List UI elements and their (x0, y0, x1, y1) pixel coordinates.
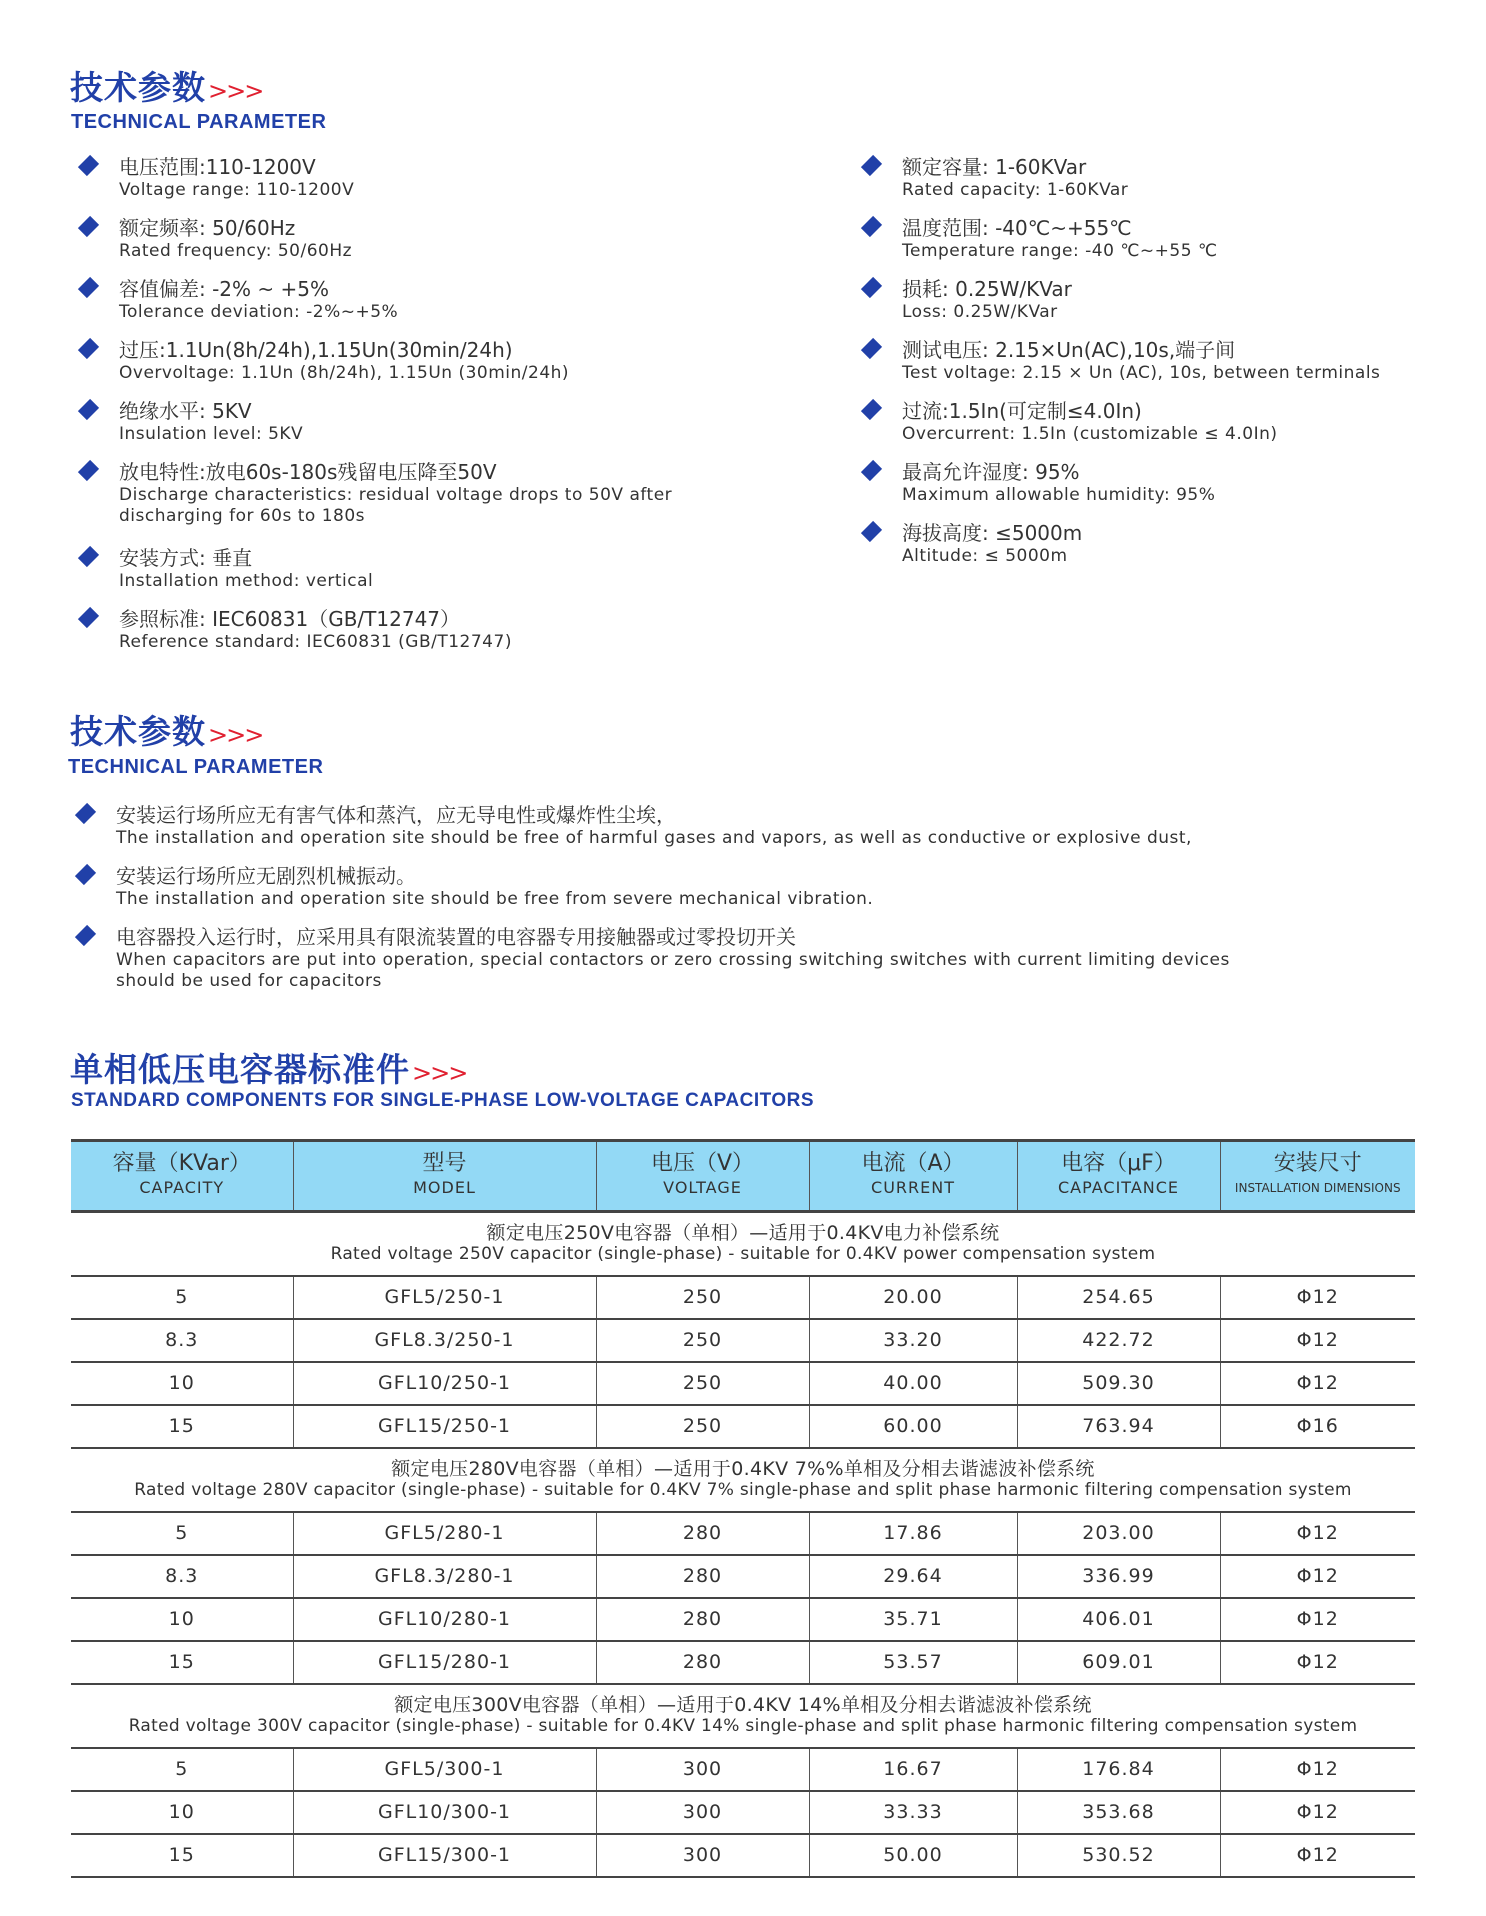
diamond-bullet-icon (861, 155, 882, 176)
title-text: 技术参数 (70, 712, 206, 751)
table-cell: 300 (596, 1748, 809, 1791)
table-cell: Φ12 (1220, 1834, 1415, 1877)
table-cell: 10 (71, 1598, 293, 1641)
param-item (902, 398, 1277, 445)
table-cell: Φ12 (1220, 1641, 1415, 1684)
table-row (71, 1748, 1415, 1791)
table-cell: 20.00 (809, 1276, 1017, 1319)
param-item (902, 520, 1082, 567)
table-cell: 609.01 (1017, 1641, 1220, 1684)
table-row (71, 1641, 1415, 1684)
param-item (902, 276, 1072, 323)
column-header (596, 1141, 809, 1212)
section-title-technical-parameter-2 (70, 706, 262, 753)
param-label-zh: 过流:1.5In(可定制≤4.0In) (902, 399, 1142, 423)
group-title (71, 1448, 1415, 1512)
param-label-zh: 额定容量: 1-60KVar (902, 155, 1087, 179)
title-text: 单相低压电容器标准件 (70, 1050, 410, 1089)
table-cell: 280 (596, 1512, 809, 1555)
table-cell: Φ12 (1220, 1748, 1415, 1791)
table-cell: 17.86 (809, 1512, 1017, 1555)
table-cell: 8.3 (71, 1319, 293, 1362)
arrows-icon: >>> (412, 1059, 467, 1087)
table-cell: Φ16 (1220, 1405, 1415, 1448)
diamond-bullet-icon (78, 277, 99, 298)
table-cell: Φ12 (1220, 1319, 1415, 1362)
param-label-en: Overvoltage: 1.1Un (8h/24h), 1.15Un (30min/24h) (119, 363, 570, 383)
param-label-en: Reference standard: IEC60831 (GB/T12747) (119, 632, 512, 652)
diamond-bullet-icon (861, 399, 882, 420)
column-header-zh: 安装尺寸 (1273, 1151, 1362, 1176)
param-item (116, 802, 1192, 849)
capacitor-spec-table (71, 1139, 1415, 1878)
group-title-en: Rated voltage 250V capacitor (single-phase) - suitable for 0.4KV power compensation system (330, 1243, 1156, 1264)
diamond-bullet-icon (861, 521, 882, 542)
table-cell: 254.65 (1017, 1276, 1220, 1319)
param-label-zh: 安装运行场所应无剧烈机械振动。 (116, 864, 416, 888)
column-header-zh: 电流（A） (861, 1151, 965, 1176)
column-header-en: CURRENT (871, 1178, 955, 1197)
param-label-en: Tolerance deviation: -2%~+5% (119, 302, 399, 322)
param-label-en: The installation and operation site should be free from severe mechanical vibration. (116, 889, 874, 909)
table-row (71, 1512, 1415, 1555)
table-cell: 280 (596, 1641, 809, 1684)
column-header (809, 1141, 1017, 1212)
table-cell: GFL5/280-1 (293, 1512, 596, 1555)
param-label-zh: 测试电压: 2.15×Un(AC),10s,端子间 (902, 338, 1236, 362)
table-cell: 250 (596, 1362, 809, 1405)
table-row (71, 1834, 1415, 1877)
table-row (71, 1276, 1415, 1319)
table-cell: 422.72 (1017, 1319, 1220, 1362)
param-label-zh: 最高允许湿度: 95% (902, 460, 1080, 484)
table-row (71, 1598, 1415, 1641)
table-cell: 280 (596, 1555, 809, 1598)
table-cell: GFL8.3/280-1 (293, 1555, 596, 1598)
param-item (902, 459, 1215, 506)
table-cell: 250 (596, 1276, 809, 1319)
group-header-row (71, 1684, 1415, 1748)
group-title-zh: 额定电压280V电容器（单相）—适用于0.4KV 7%%单相及分相去谐滤波补偿系统 (391, 1457, 1095, 1480)
param-label-zh: 绝缘水平: 5KV (119, 399, 252, 423)
group-title-en: Rated voltage 300V capacitor (single-phase) - suitable for 0.4KV 14% single-phase and split phase harmonic filtering compensation system (128, 1715, 1358, 1736)
param-item (119, 459, 672, 527)
param-label-en: Temperature range: -40 ℃~+55 ℃ (902, 241, 1218, 261)
param-label-zh: 损耗: 0.25W/KVar (902, 277, 1072, 301)
table-cell: 15 (71, 1405, 293, 1448)
param-label-en: Overcurrent: 1.5In (customizable ≤ 4.0In) (902, 424, 1278, 444)
group-title-zh: 额定电压300V电容器（单相）—适用于0.4KV 14%单相及分相去谐滤波补偿系统 (394, 1693, 1092, 1716)
table-cell: 300 (596, 1791, 809, 1834)
table-cell: 10 (71, 1362, 293, 1405)
param-item (119, 606, 512, 653)
table-cell: 15 (71, 1834, 293, 1877)
group-header-row (71, 1212, 1415, 1276)
param-item (902, 154, 1128, 201)
section-title-technical-parameter (70, 62, 262, 109)
param-item (119, 276, 398, 323)
table-cell: 16.67 (809, 1748, 1017, 1791)
param-item (119, 545, 373, 592)
diamond-bullet-icon (861, 460, 882, 481)
param-label-zh: 电压范围:110-1200V (119, 155, 316, 179)
diamond-bullet-icon (78, 546, 99, 567)
param-label-zh: 安装运行场所应无有害气体和蒸汽，应无导电性或爆炸性尘埃， (116, 803, 676, 827)
param-label-zh: 参照标准: IEC60831（GB/T12747） (119, 607, 461, 631)
table-cell: GFL15/280-1 (293, 1641, 596, 1684)
table-cell: 353.68 (1017, 1791, 1220, 1834)
diamond-bullet-icon (75, 925, 96, 946)
param-item (116, 863, 873, 910)
param-item (119, 215, 352, 262)
param-label-en: When capacitors are put into operation, special contactors or zero crossing switching switches with current limiting devices (116, 950, 1230, 970)
param-label-zh: 额定频率: 50/60Hz (119, 216, 296, 240)
param-label-en: Installation method: vertical (119, 571, 374, 591)
table-cell: Φ12 (1220, 1791, 1415, 1834)
table-cell: GFL15/250-1 (293, 1405, 596, 1448)
table-row (71, 1791, 1415, 1834)
param-label-zh: 温度范围: -40℃~+55℃ (902, 216, 1132, 240)
table-cell: GFL8.3/250-1 (293, 1319, 596, 1362)
group-title (71, 1684, 1415, 1748)
title-text: 技术参数 (70, 68, 206, 107)
param-item (119, 398, 303, 445)
diamond-bullet-icon (78, 216, 99, 237)
table-cell: 35.71 (809, 1598, 1017, 1641)
param-item (119, 337, 569, 384)
table-cell: 5 (71, 1512, 293, 1555)
table-cell: 250 (596, 1405, 809, 1448)
table-cell: 5 (71, 1748, 293, 1791)
diamond-bullet-icon (78, 607, 99, 628)
table-cell: 15 (71, 1641, 293, 1684)
table-cell: 53.57 (809, 1641, 1017, 1684)
group-title (71, 1212, 1415, 1276)
param-item (902, 337, 1380, 384)
table-cell: Φ12 (1220, 1555, 1415, 1598)
diamond-bullet-icon (861, 277, 882, 298)
diamond-bullet-icon (78, 399, 99, 420)
table-cell: GFL5/300-1 (293, 1748, 596, 1791)
table-cell: 8.3 (71, 1555, 293, 1598)
param-label-en: Rated capacity: 1-60KVar (902, 180, 1129, 200)
param-label-en: Test voltage: 2.15 × Un (AC), 10s, between terminals (902, 363, 1381, 383)
table-cell: 33.20 (809, 1319, 1017, 1362)
param-label-zh: 安装方式: 垂直 (119, 546, 253, 570)
table-cell: 60.00 (809, 1405, 1017, 1448)
section-subtitle: TECHNICAL PARAMETER (68, 756, 324, 778)
diamond-bullet-icon (78, 338, 99, 359)
table-cell: 33.33 (809, 1791, 1017, 1834)
arrows-icon: >>> (208, 77, 263, 105)
column-header-en: CAPACITANCE (1057, 1178, 1180, 1197)
diamond-bullet-icon (861, 216, 882, 237)
column-header-zh: 电容（μF） (1061, 1151, 1176, 1176)
table-row (71, 1319, 1415, 1362)
param-item (902, 215, 1218, 262)
group-header-row (71, 1448, 1415, 1512)
diamond-bullet-icon (78, 155, 99, 176)
column-header-zh: 电压（V） (650, 1151, 755, 1176)
table-cell: GFL10/280-1 (293, 1598, 596, 1641)
section-subtitle: TECHNICAL PARAMETER (71, 111, 327, 133)
group-title-zh: 额定电压250V电容器（单相）—适用于0.4KV电力补偿系统 (486, 1221, 1000, 1244)
table-row (71, 1405, 1415, 1448)
param-item (119, 154, 354, 201)
param-label-zh: 电容器投入运行时，应采用具有限流装置的电容器专用接触器或过零投切开关 (116, 925, 796, 949)
column-header (293, 1141, 596, 1212)
table-cell: 406.01 (1017, 1598, 1220, 1641)
table-header-row (71, 1141, 1415, 1212)
table-cell: 203.00 (1017, 1512, 1220, 1555)
param-label-en: Discharge characteristics: residual voltage drops to 50V after (119, 485, 673, 505)
table-cell: 280 (596, 1598, 809, 1641)
table-cell: 250 (596, 1319, 809, 1362)
table-row (71, 1555, 1415, 1598)
table-cell: 176.84 (1017, 1748, 1220, 1791)
table-cell: 763.94 (1017, 1405, 1220, 1448)
column-header-en: VOLTAGE (663, 1178, 742, 1197)
group-title-en: Rated voltage 280V capacitor (single-phase) - suitable for 0.4KV 7% single-phase and split phase harmonic filtering compensation system (134, 1479, 1352, 1500)
column-header (1017, 1141, 1220, 1212)
arrows-icon: >>> (208, 721, 263, 749)
column-header-en: CAPACITY (139, 1178, 225, 1197)
table-cell: 29.64 (809, 1555, 1017, 1598)
table-cell: 40.00 (809, 1362, 1017, 1405)
column-header (1220, 1141, 1415, 1212)
diamond-bullet-icon (861, 338, 882, 359)
param-item (116, 924, 1230, 992)
column-header-zh: 型号 (422, 1151, 467, 1176)
table-cell: Φ12 (1220, 1512, 1415, 1555)
column-header-en: INSTALLATION DIMENSIONS (1234, 1181, 1401, 1195)
table-cell: 300 (596, 1834, 809, 1877)
table-cell: 530.52 (1017, 1834, 1220, 1877)
column-header-en: MODEL (413, 1178, 476, 1197)
param-label-en: Rated frequency: 50/60Hz (119, 241, 353, 261)
param-label-zh: 放电特性:放电60s-180s残留电压降至50V (119, 460, 497, 484)
table-cell: 509.30 (1017, 1362, 1220, 1405)
column-header-zh: 容量（KVar） (112, 1151, 251, 1176)
table-cell: Φ12 (1220, 1362, 1415, 1405)
diamond-bullet-icon (78, 460, 99, 481)
section-subtitle: STANDARD COMPONENTS FOR SINGLE-PHASE LOW-VOLTAGE CAPACITORS (71, 1090, 815, 1111)
diamond-bullet-icon (75, 864, 96, 885)
table-cell: GFL10/300-1 (293, 1791, 596, 1834)
table-cell: GFL10/250-1 (293, 1362, 596, 1405)
param-label-en: discharging for 60s to 180s (119, 506, 366, 526)
param-label-en: Maximum allowable humidity: 95% (902, 485, 1216, 505)
table-row (71, 1362, 1415, 1405)
param-label-zh: 容值偏差: -2% ~ +5% (119, 277, 329, 301)
table-cell: Φ12 (1220, 1598, 1415, 1641)
table-cell: GFL15/300-1 (293, 1834, 596, 1877)
column-header (71, 1141, 293, 1212)
table-cell: 10 (71, 1791, 293, 1834)
diamond-bullet-icon (75, 803, 96, 824)
section-title-standard-components (70, 1044, 466, 1091)
param-label-zh: 海拔高度: ≤5000m (902, 521, 1083, 545)
param-label-en: Altitude: ≤ 5000m (902, 546, 1068, 566)
param-label-zh: 过压:1.1Un(8h/24h),1.15Un(30min/24h) (119, 338, 513, 362)
param-label-en: The installation and operation site should be free of harmful gases and vapors, as well as conductive or explosive dust, (116, 828, 1192, 848)
param-label-en: Insulation level: 5KV (119, 424, 304, 444)
table-cell: 5 (71, 1276, 293, 1319)
table-cell: 50.00 (809, 1834, 1017, 1877)
table-cell: Φ12 (1220, 1276, 1415, 1319)
param-label-en: Loss: 0.25W/KVar (902, 302, 1058, 322)
table-cell: 336.99 (1017, 1555, 1220, 1598)
param-label-en: should be used for capacitors (116, 971, 382, 991)
param-label-en: Voltage range: 110-1200V (119, 180, 355, 200)
table-cell: GFL5/250-1 (293, 1276, 596, 1319)
